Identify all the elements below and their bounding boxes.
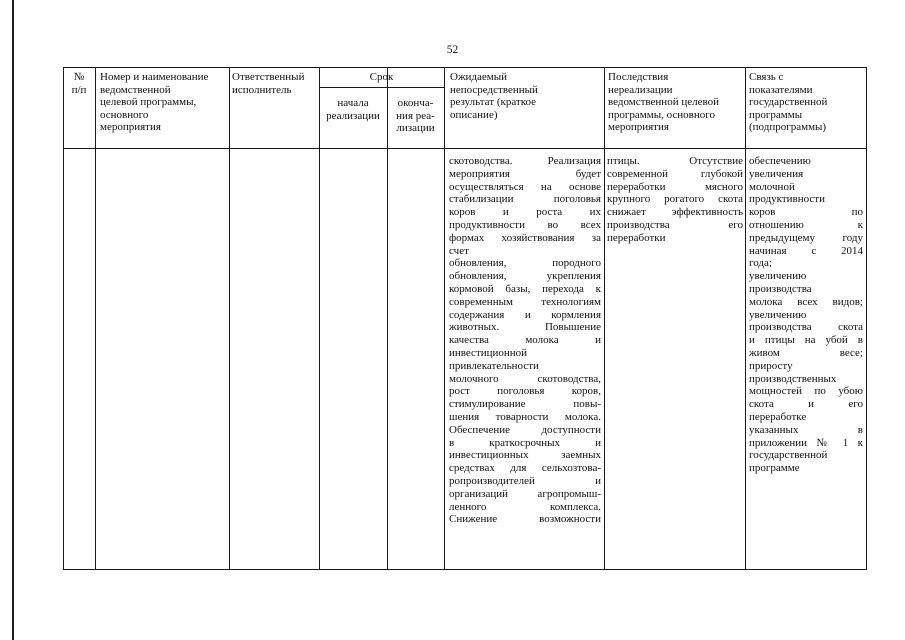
text-line: счет bbox=[449, 244, 469, 257]
column-divider bbox=[604, 67, 605, 570]
text-line: переработки bbox=[607, 231, 666, 244]
header-line: программы, основного bbox=[608, 108, 715, 121]
text-line: средствах для сельхозтова- bbox=[449, 462, 601, 475]
column-divider bbox=[319, 67, 320, 570]
header-line: результат (краткое bbox=[450, 96, 537, 109]
column-divider bbox=[745, 67, 746, 570]
header-line: реализации bbox=[326, 109, 380, 122]
text-line: шения товарности молока. bbox=[449, 410, 601, 423]
text-line: Снижение возможности bbox=[449, 513, 601, 526]
text-line: увеличению bbox=[749, 308, 807, 321]
header-executor bbox=[232, 71, 320, 96]
text-line: производства скота bbox=[749, 321, 863, 334]
page-number: 52 bbox=[446, 44, 459, 56]
text-line: приложении № 1 к bbox=[749, 436, 863, 449]
text-line: мероприятия будет bbox=[449, 167, 601, 180]
header-term-end bbox=[387, 97, 444, 135]
header-line: п/п bbox=[71, 83, 87, 96]
text-line: стимулирование повы- bbox=[449, 398, 601, 411]
column-divider bbox=[444, 67, 445, 570]
text-line: увеличения bbox=[749, 167, 804, 180]
text-line: привлекательности bbox=[449, 359, 539, 372]
header-indicator-link bbox=[749, 71, 864, 134]
text-line: переработки мясного bbox=[607, 180, 743, 193]
text-line: обновления, укрепления bbox=[449, 270, 601, 283]
header-line: исполнитель bbox=[232, 83, 292, 96]
text-line: отношению к bbox=[749, 218, 863, 231]
text-line: предыдущему году bbox=[749, 231, 863, 244]
header-line: Ожидаемый bbox=[450, 71, 508, 83]
consequences-cell bbox=[607, 155, 743, 245]
header-term: Срок bbox=[369, 71, 394, 83]
header-line: мероприятия bbox=[608, 121, 669, 134]
header-line: Последствия bbox=[608, 71, 669, 83]
header-line: Связь с bbox=[749, 71, 784, 83]
header-line: мероприятия bbox=[100, 121, 161, 134]
text-line: молочной bbox=[749, 180, 795, 193]
header-line: непосредственный bbox=[450, 83, 538, 96]
table-border-right bbox=[866, 67, 867, 570]
header-line: целевой программы, bbox=[100, 96, 197, 109]
header-line: Номер и наименование bbox=[100, 71, 209, 83]
text-line: в краткосрочных и bbox=[449, 436, 601, 449]
text-line: рост поголовья коров, bbox=[449, 385, 601, 398]
header-line: начала bbox=[337, 97, 369, 109]
text-line: продуктивности bbox=[749, 193, 825, 206]
expected-result-cell bbox=[449, 155, 601, 526]
header-line: государственной bbox=[749, 96, 828, 109]
text-line: производства его bbox=[607, 218, 743, 231]
text-line: производственных bbox=[749, 372, 837, 385]
text-line: года; bbox=[749, 257, 772, 270]
term-subheader-rule bbox=[319, 87, 444, 88]
header-line: показателями bbox=[749, 83, 813, 96]
text-line: коров по bbox=[749, 206, 863, 219]
text-line: продуктивности во всех bbox=[449, 218, 601, 231]
text-line: инвестиционной bbox=[449, 346, 528, 359]
header-term-start bbox=[319, 97, 387, 122]
program-table bbox=[63, 67, 866, 570]
header-number bbox=[63, 71, 95, 96]
table-border-left bbox=[63, 67, 64, 570]
header-expected-result bbox=[450, 71, 602, 121]
header-line: (подпрограммы) bbox=[749, 121, 827, 134]
header-line: описание) bbox=[450, 108, 498, 121]
page-left-edge bbox=[12, 0, 14, 640]
text-line: живом весе; bbox=[749, 346, 863, 359]
text-line: осуществляться на основе bbox=[449, 180, 601, 193]
text-line: молока всех видов; bbox=[749, 295, 863, 308]
text-line: государственной bbox=[749, 449, 828, 462]
text-line: Обеспечение доступности bbox=[449, 423, 601, 436]
text-line: современным технологиям bbox=[449, 295, 601, 308]
table-border-top bbox=[63, 67, 866, 68]
header-line: № bbox=[73, 71, 85, 83]
text-line: обновления, породного bbox=[449, 257, 601, 270]
text-line: программе bbox=[749, 462, 800, 475]
text-line: начиная с 2014 bbox=[749, 244, 863, 257]
text-line: производства bbox=[749, 282, 812, 295]
header-line: нереализации bbox=[608, 83, 673, 96]
text-line: скотоводства. Реализация bbox=[449, 155, 601, 167]
text-line: качества молока и bbox=[449, 334, 601, 347]
text-line: приросту bbox=[749, 359, 793, 372]
text-line: животных. Повышение bbox=[449, 321, 601, 334]
column-divider bbox=[95, 67, 96, 570]
text-line: указанных в bbox=[749, 423, 863, 436]
header-line: лизации bbox=[396, 122, 435, 135]
header-line: оконча- bbox=[397, 97, 434, 109]
text-line: молочного скотоводства, bbox=[449, 372, 601, 385]
text-line: обеспечению bbox=[749, 155, 811, 167]
header-consequences bbox=[608, 71, 743, 134]
text-line: коров и роста их bbox=[449, 206, 601, 219]
text-line: и птицы на убой в bbox=[749, 334, 863, 347]
text-line: снижает эффективность bbox=[607, 206, 743, 219]
text-line: ропроизводителей и bbox=[449, 474, 601, 487]
text-line: крупного рогатого скота bbox=[607, 193, 743, 206]
header-line: ния реа- bbox=[396, 109, 435, 122]
column-divider bbox=[387, 67, 388, 570]
header-line: ведомственной целевой bbox=[608, 96, 719, 109]
header-line: основного bbox=[100, 108, 149, 121]
text-line: увеличению bbox=[749, 270, 807, 283]
text-line: содержания и кормления bbox=[449, 308, 601, 321]
text-line: птицы. Отсутствие bbox=[607, 155, 743, 167]
header-line: Ответственный bbox=[232, 71, 305, 83]
header-line: программы bbox=[749, 108, 803, 121]
text-line: стабилизации поголовья bbox=[449, 193, 601, 206]
text-line: ленного комплекса. bbox=[449, 500, 601, 513]
text-line: переработке bbox=[749, 410, 807, 423]
text-line: современной глубокой bbox=[607, 167, 743, 180]
text-line: инвестиционных заемных bbox=[449, 449, 601, 462]
text-line: организаций агропромыш- bbox=[449, 487, 601, 500]
header-bottom-rule bbox=[63, 148, 866, 149]
header-program-name bbox=[100, 71, 228, 134]
indicator-link-cell bbox=[749, 155, 863, 475]
table-border-bottom bbox=[63, 569, 866, 570]
header-line: ведомственной bbox=[100, 83, 171, 96]
column-divider bbox=[229, 67, 230, 570]
text-line: скота и его bbox=[749, 398, 863, 411]
text-line: кормовой базы, перехода к bbox=[449, 282, 601, 295]
text-line: мощностей по убою bbox=[749, 385, 863, 398]
text-line: формах хозяйствования за bbox=[449, 231, 601, 244]
